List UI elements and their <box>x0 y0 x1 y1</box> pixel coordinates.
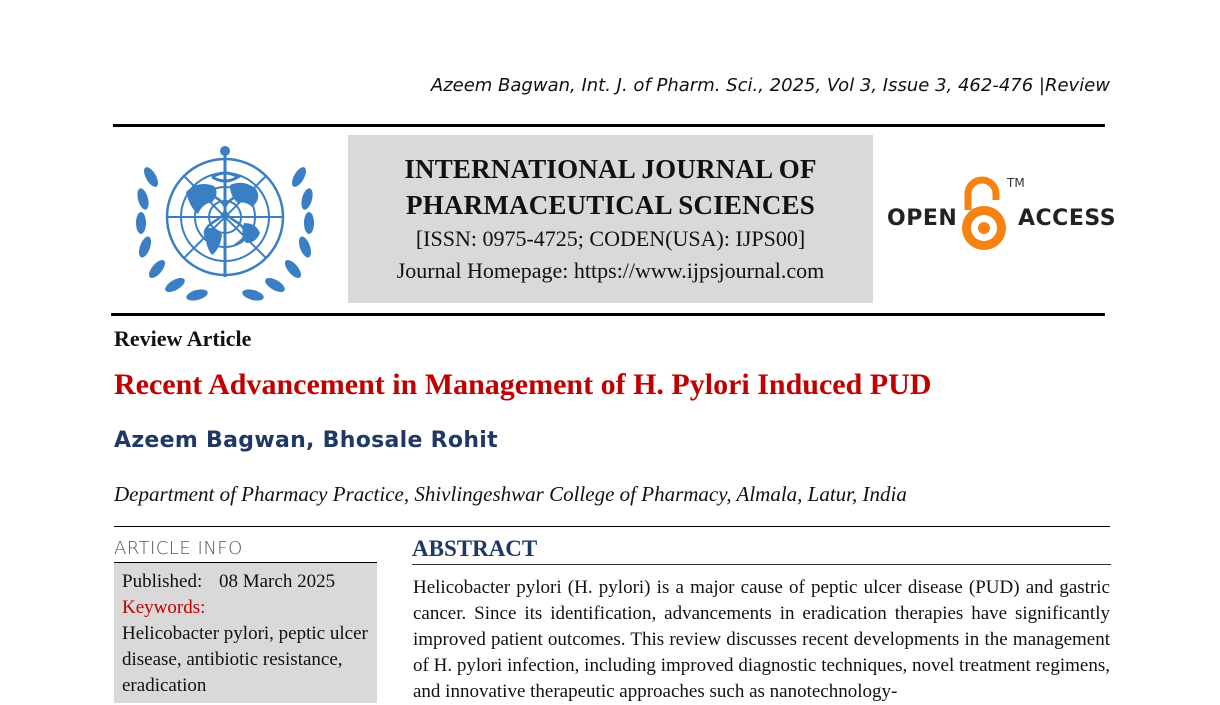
keywords-text: Helicobacter pylori, peptic ulcer disease, antibiotic resistance, eradication <box>122 623 368 696</box>
article-info-box <box>114 563 377 703</box>
journal-emblem-logo <box>126 137 324 305</box>
abstract-heading: ABSTRACT <box>412 536 538 561</box>
author-affiliation: Department of Pharmacy Practice, Shivlingeshwar College of Pharmacy, Almala, Latur, India <box>114 482 907 506</box>
published-label: Published: <box>122 571 203 592</box>
article-info-heading: ARTICLE INFO <box>114 538 243 559</box>
open-lock-icon <box>958 172 1010 256</box>
author-list: Azeem Bagwan, Bhosale Rohit <box>114 428 498 453</box>
open-access-word-open: OPEN <box>887 206 958 231</box>
journal-issn: [ISSN: 0975-4725; CODEN(USA): IJPS00] <box>415 226 806 251</box>
header-rule-bottom <box>111 313 1105 316</box>
journal-title <box>348 151 873 223</box>
journal-header-box <box>348 135 873 303</box>
journal-title-line2: PHARMACEUTICAL SCIENCES <box>406 190 815 220</box>
section-divider <box>114 526 1110 527</box>
journal-title-line1: INTERNATIONAL JOURNAL OF <box>404 154 817 184</box>
open-access-word-access: ACCESS <box>1018 206 1117 231</box>
open-access-logo <box>884 172 1117 258</box>
journal-homepage: Journal Homepage: https://www.ijpsjournal.com <box>396 258 825 283</box>
citation-header: Azeem Bagwan, Int. J. of Pharm. Sci., 2025, Vol 3, Issue 3, 462-476 |Review <box>430 75 1110 96</box>
abstract-text: Helicobacter pylori (H. pylori) is a major cause of peptic ulcer disease (PUD) and gastric cancer. Since its identification, advancements in eradication therapies have significantly improved patient outcomes. This review discusses recent developments in the management of H. pylori infection, including improved diagnostic techniques, novel treatment regimens, and innovative therapeutic approaches such as nanotechnology- <box>413 577 1110 702</box>
header-rule-top <box>113 124 1105 127</box>
abstract-rule <box>412 564 1111 565</box>
keywords-label: Keywords: <box>122 597 206 618</box>
published-row <box>122 569 369 595</box>
published-date: 08 March 2025 <box>218 571 336 592</box>
paper-title: Recent Advancement in Management of H. Pylori Induced PUD <box>114 368 932 401</box>
article-type-label: Review Article <box>114 326 252 351</box>
trademark-mark: TM <box>1007 176 1025 190</box>
